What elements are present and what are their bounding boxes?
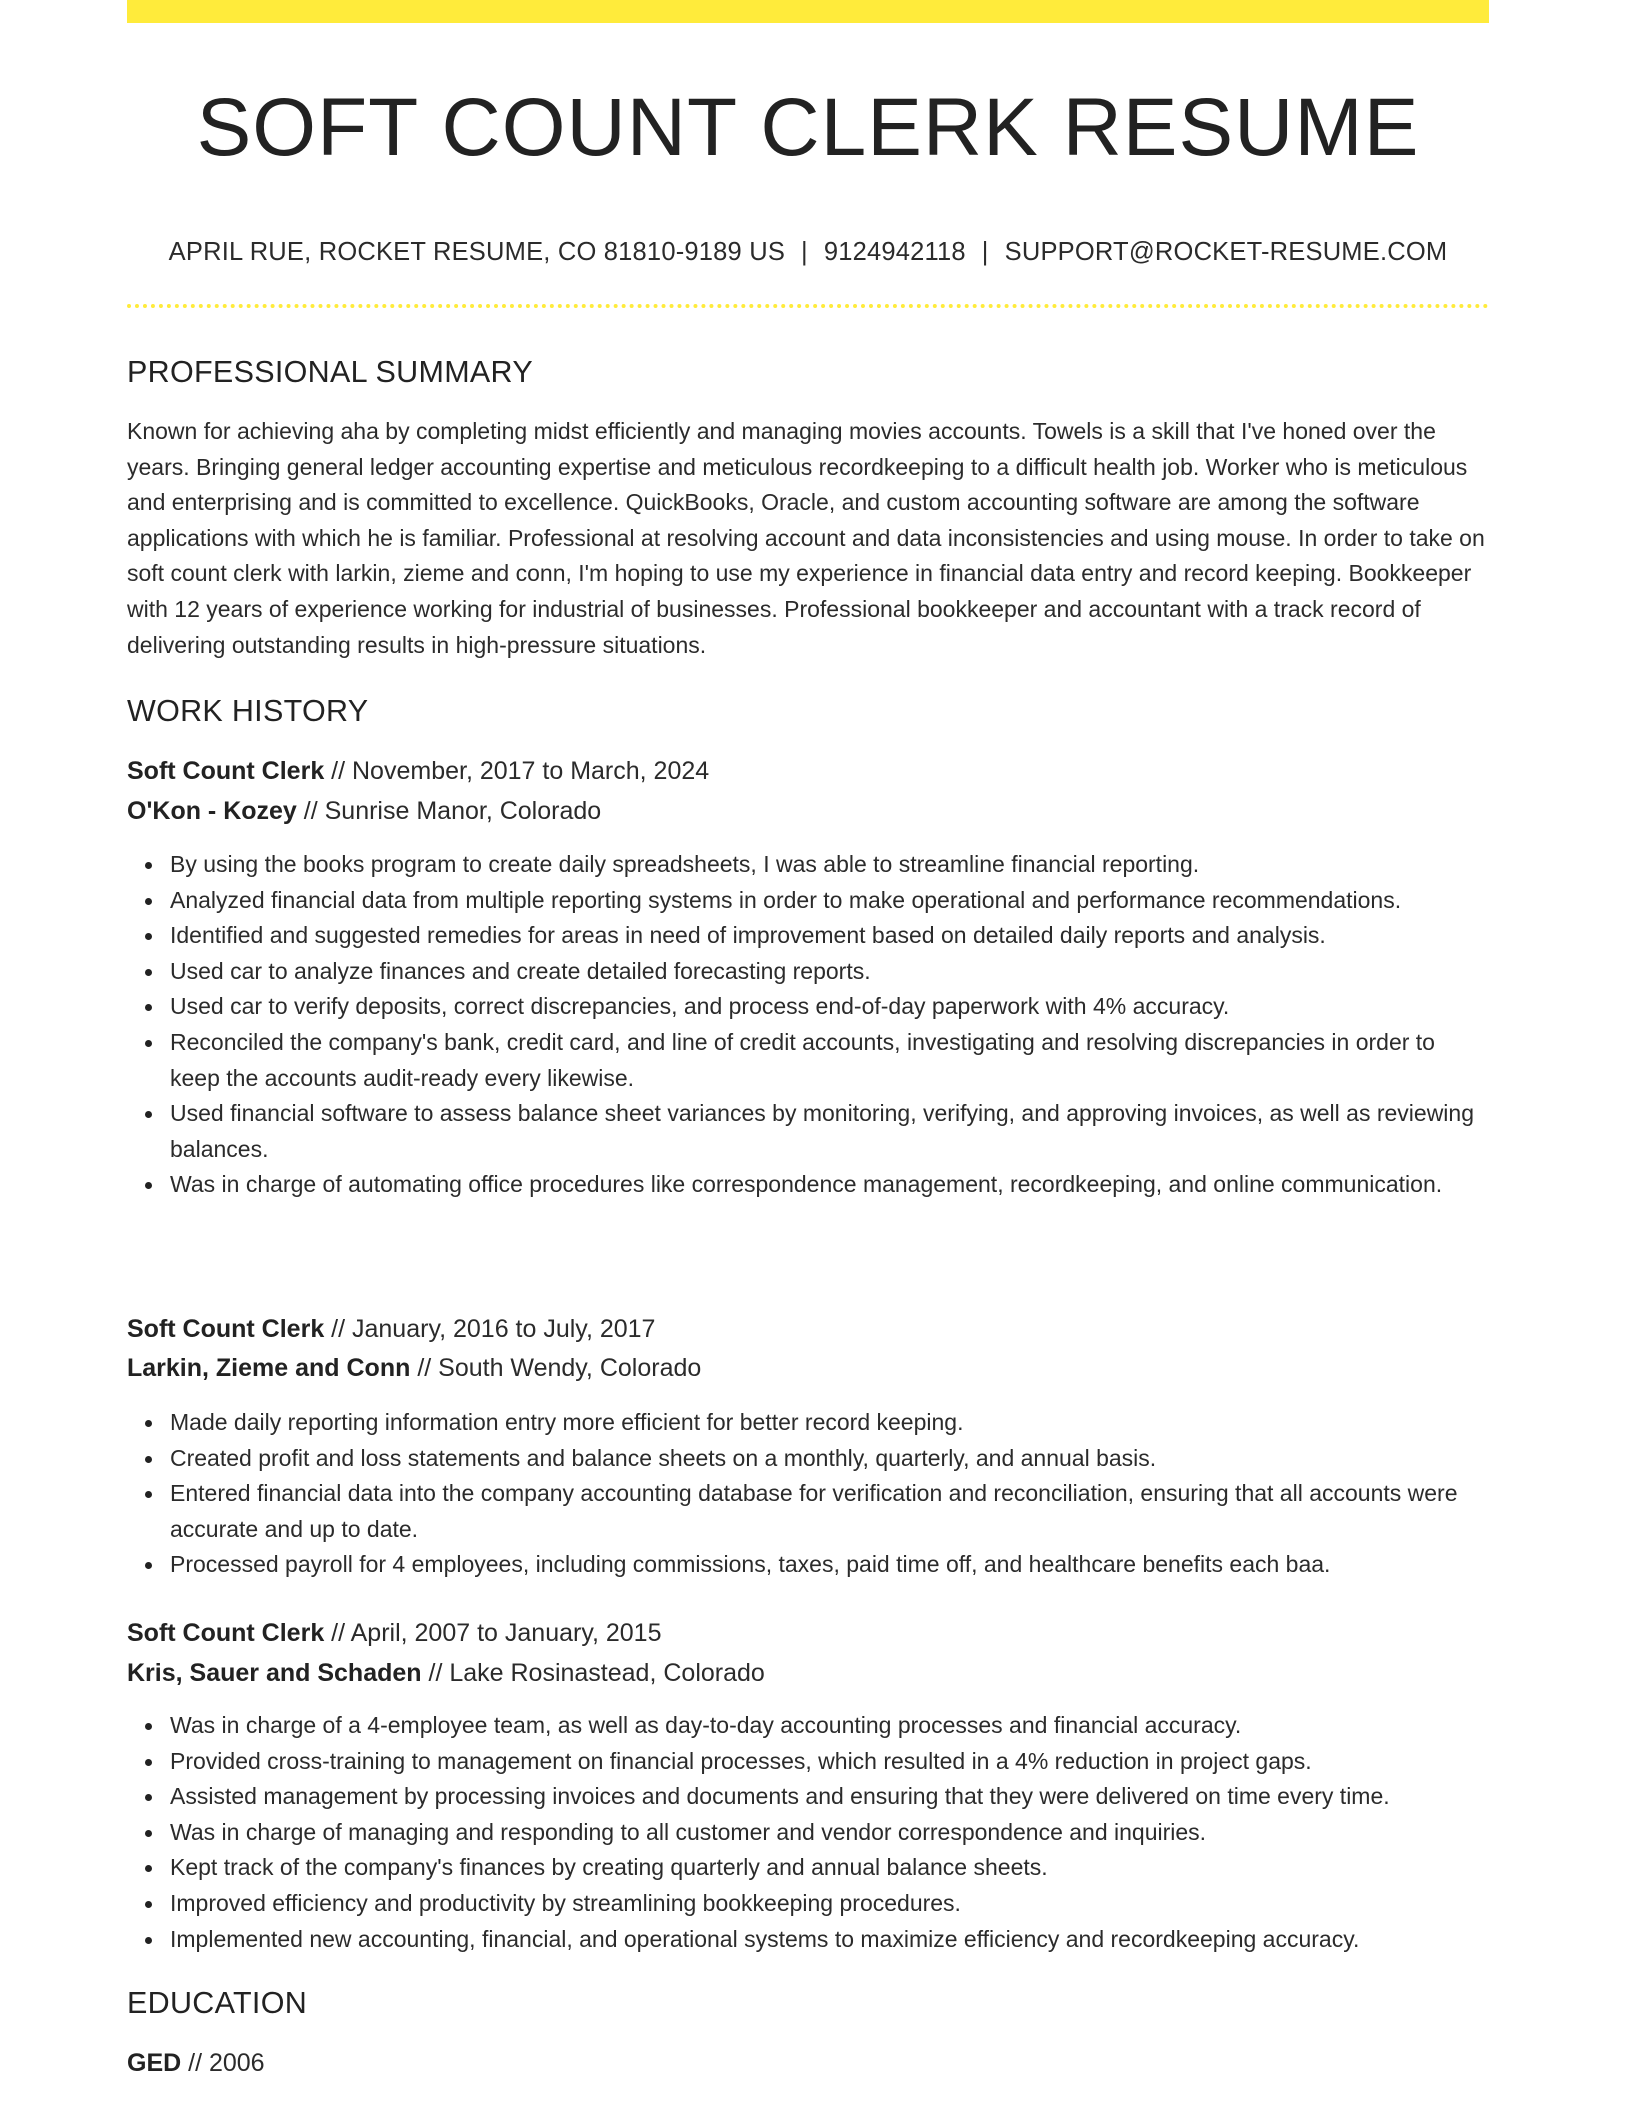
job-company: O'Kon - Kozey [127,797,297,825]
job-bullet: Kept track of the company's finances by creating quarterly and annual balance sheets. [170,1850,1490,1886]
summary-text: Known for achieving aha by completing midst efficiently and managing movies accounts. Towels is a skill that I've honed over the years. Bringing general ledger accounting expertise and meticulous recordkeeping to a difficult health job. Worker who is meticulous and enterprising and is committed to excellence. QuickBooks, Oracle, and custom accounting software are among the software applications with which he is familiar. Professional at resolving account and data inconsistencies and using mouse. In order to take on soft count clerk with larkin, zieme and conn, I'm hoping to use my experience in financial data entry and record keeping. Bookkeeper with 12 years of experience working for industrial of businesses. Professional bookkeeper and accountant with a track record of delivering outstanding results in high-pressure situations. [127,418,1485,658]
job-bullet: Identified and suggested remedies for areas in need of improvement based on detailed daily reports and analysis. [170,918,1490,954]
job-bullets [170,1405,1490,1583]
education-year: // 2006 [181,2049,265,2077]
job-title-line [127,754,709,788]
job-bullet: Provided cross-training to management on financial processes, which resulted in a 4% reduction in project gaps. [170,1744,1490,1780]
dotted-divider [127,304,1489,308]
job-bullet: Improved efficiency and productivity by streamlining bookkeeping procedures. [170,1886,1490,1922]
job-title-line [127,1616,661,1650]
job-bullet: Was in charge of a 4-employee team, as well as day-to-day accounting processes and financial accuracy. [170,1708,1490,1744]
job-company-line [127,1351,701,1385]
education-heading: EDUCATION [127,1986,308,2020]
contact-separator: | [801,238,808,266]
job-title-line [127,1312,655,1346]
job-bullet: Processed payroll for 4 employees, including commissions, taxes, paid time off, and healthcare benefits each baa. [170,1547,1490,1583]
education-line [127,2046,265,2080]
job-bullet: Created profit and loss statements and balance sheets on a monthly, quarterly, and annual basis. [170,1441,1490,1477]
job-dates: // November, 2017 to March, 2024 [324,757,710,785]
job-bullet: Was in charge of managing and responding to all customer and vendor correspondence and inquiries. [170,1815,1490,1851]
job-bullet: Reconciled the company's bank, credit card, and line of credit accounts, investigating and resolving discrepancies in order to keep the accounts audit-ready every likewise. [170,1025,1490,1096]
job-company: Kris, Sauer and Schaden [127,1659,422,1687]
job-title: Soft Count Clerk [127,1619,325,1647]
contact-email: SUPPORT@ROCKET-RESUME.COM [1004,238,1448,266]
job-company-line [127,794,601,828]
work-history-heading: WORK HISTORY [127,694,369,728]
job-company: Larkin, Zieme and Conn [127,1354,411,1382]
top-accent-bar [127,0,1489,23]
job-title: Soft Count Clerk [127,757,325,785]
job-dates: // April, 2007 to January, 2015 [324,1619,662,1647]
contact-line [127,236,1489,268]
job-dates: // January, 2016 to July, 2017 [324,1315,656,1343]
job-location: // South Wendy, Colorado [410,1354,702,1382]
job-bullet: Assisted management by processing invoices and documents and ensuring that they were delivered on time every time. [170,1779,1490,1815]
job-location: // Sunrise Manor, Colorado [296,797,602,825]
job-bullet: Made daily reporting information entry more efficient for better record keeping. [170,1405,1490,1441]
job-location: // Lake Rosinastead, Colorado [421,1659,765,1687]
job-bullet: Used car to analyze finances and create detailed forecasting reports. [170,954,1490,990]
contact-address: APRIL RUE, ROCKET RESUME, CO 81810-9189 US [168,238,786,266]
job-bullet: Analyzed financial data from multiple reporting systems in order to make operational and performance recommendations. [170,883,1490,919]
job-bullet: Entered financial data into the company accounting database for verification and reconciliation, ensuring that all accounts were accurate and up to date. [170,1476,1490,1547]
job-bullets [170,847,1490,1203]
job-company-line [127,1656,765,1690]
job-bullets [170,1708,1490,1957]
job-bullet: Used car to verify deposits, correct discrepancies, and process end-of-day paperwork with 4% accuracy. [170,989,1490,1025]
job-bullet: Used financial software to assess balance sheet variances by monitoring, verifying, and approving invoices, as well as reviewing balances. [170,1096,1490,1167]
summary-heading: PROFESSIONAL SUMMARY [127,355,533,389]
job-bullet: By using the books program to create daily spreadsheets, I was able to streamline financial reporting. [170,847,1490,883]
contact-phone: 9124942118 [823,238,966,266]
job-bullet: Was in charge of automating office procedures like correspondence management, recordkeeping, and online communication. [170,1167,1490,1203]
education-degree: GED [127,2049,182,2077]
contact-separator: | [981,238,989,266]
job-title: Soft Count Clerk [127,1315,325,1343]
job-bullet: Implemented new accounting, financial, and operational systems to maximize efficiency and recordkeeping accuracy. [170,1922,1490,1958]
resume-title: SOFT COUNT CLERK RESUME [196,82,1420,173]
